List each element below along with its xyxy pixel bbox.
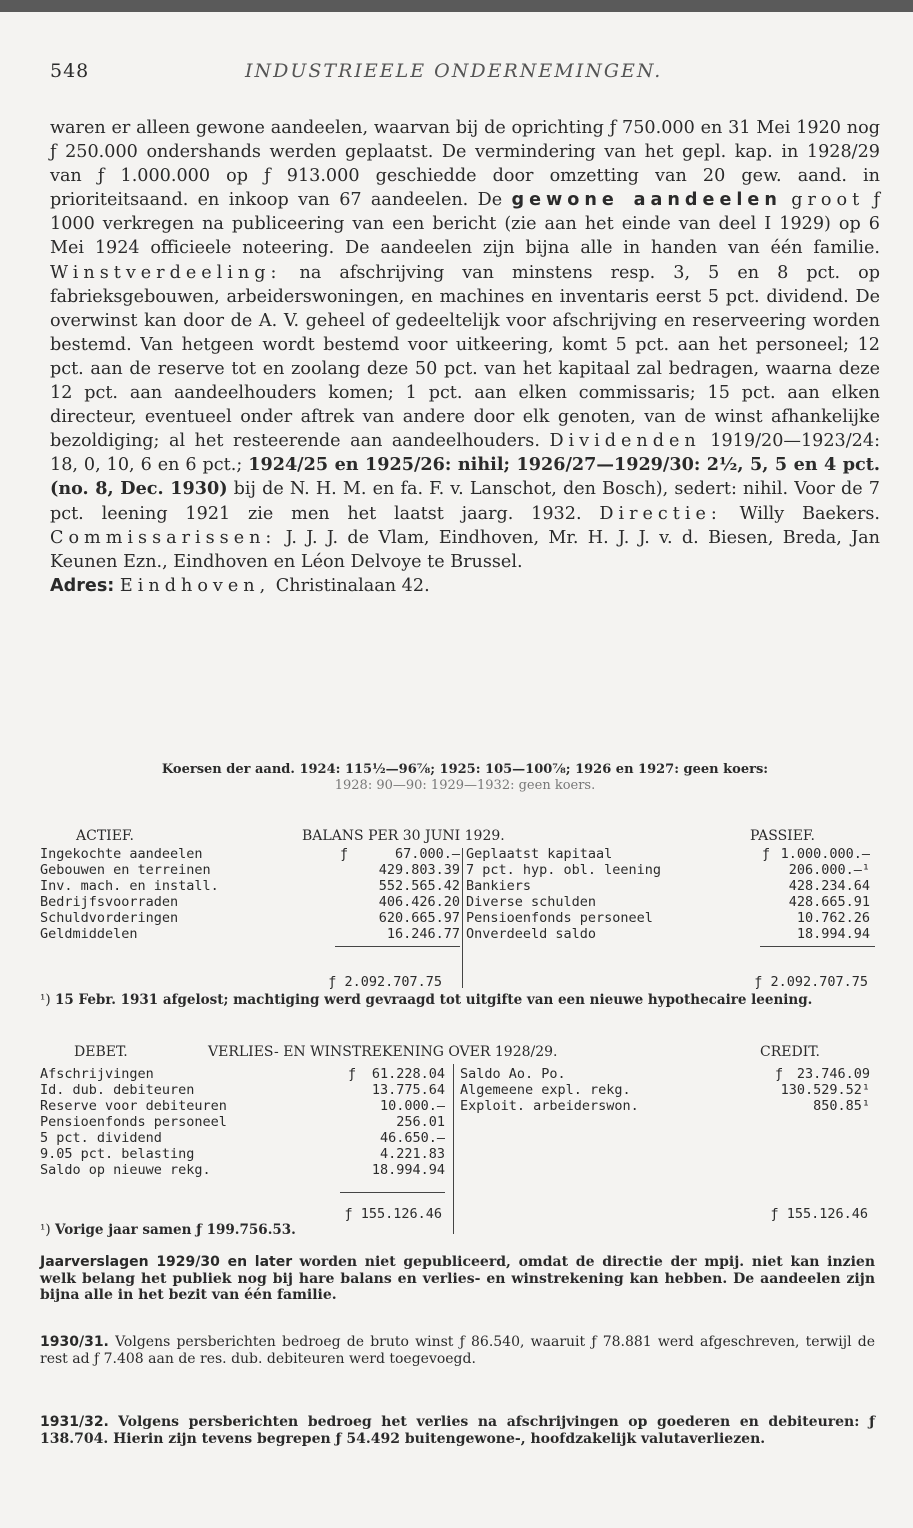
footnote-mark: ¹) <box>40 1222 51 1238</box>
debet-label: Saldo op nieuwe rekg. <box>40 1162 211 1178</box>
passief-value: 206.000.—¹ <box>788 862 870 878</box>
debet-value: 10.000.— <box>379 1098 445 1114</box>
table-row <box>40 846 880 862</box>
label-commissarissen: Commissarissen: <box>50 527 277 548</box>
actief-value: 406.426.20 <box>378 894 460 910</box>
vw-credit-heading: CREDIT. <box>760 1044 820 1060</box>
debet-value: 61.228.04 <box>371 1066 445 1082</box>
koersen-line-1: Koersen der aand. 1924: 115½—96⅞; 1925: 105—100⅞; 1926 en 1927: geen koers: <box>161 762 769 777</box>
debet-label: 9.05 pct. belasting <box>40 1146 195 1162</box>
label-1930-31: 1930/31. <box>40 1334 109 1350</box>
balans-total-left: ƒ 2.092.707.75 <box>328 974 442 990</box>
jaarverslagen-paragraph <box>40 1254 875 1304</box>
text-directie: Willy Baekers. <box>739 503 881 524</box>
passief-value: 18.994.94 <box>796 926 870 942</box>
actief-label: Bedrijfsvoorraden <box>40 894 179 910</box>
vw-debet-heading: DEBET. <box>74 1044 128 1060</box>
balans-rows <box>40 846 880 942</box>
debet-label: Afschrijvingen <box>40 1066 154 1082</box>
balans-total-rule-right <box>760 946 875 947</box>
debet-value: 18.994.94 <box>371 1162 445 1178</box>
passief-currency: ƒ <box>762 846 771 862</box>
text-leening: bij de N. H. M. en fa. F. v. Lanschot, den Bosch), sedert: nihil. Voor de 7 pct. leening 1921 zie men het laatst jaarg. 1932. <box>50 479 880 524</box>
table-row <box>40 1114 460 1130</box>
table-row <box>40 1098 880 1114</box>
table-row <box>40 1066 880 1082</box>
passief-label: Geplaatst kapitaal <box>466 846 613 862</box>
passief-label: 7 pct. hyp. obl. leening <box>466 862 662 878</box>
credit-label: Algemeene expl. rekg. <box>460 1082 631 1098</box>
vw-total-left: ƒ 155.126.46 <box>344 1206 442 1222</box>
label-dividenden: Dividenden <box>549 431 701 452</box>
actief-value: 16.246.77 <box>386 926 460 942</box>
label-groot: groot <box>791 190 865 211</box>
label-adres: Adres: <box>50 575 115 596</box>
label-gewone-aandeelen: gewone aandeelen <box>511 190 782 211</box>
vw-credit-rows <box>40 1066 880 1114</box>
vw-total-row <box>40 1206 880 1222</box>
table-row <box>40 1082 880 1098</box>
text-commissarissen: J. J. J. de Vlam, Eindhoven, Mr. H. J. J. v. d. Biesen, Breda, Jan Keunen Ezn., Eindhoven en Léon Delvoye te Brussel. <box>50 527 880 572</box>
debet-label: Reserve voor debiteuren <box>40 1098 227 1114</box>
vw-total-rule-left <box>340 1192 445 1193</box>
balans-footnote-text: 15 Febr. 1931 afgelost; machtiging werd gevraagd tot uitgifte van een nieuwe hypothecaire leening. <box>54 992 813 1008</box>
passief-label: Diverse schulden <box>466 894 597 910</box>
text-1931-32: Volgens persberichten bedroeg het verlies na afschrijvingen op goederen en debiteuren: ƒ 138.704. Hierin zijn tevens begrepen ƒ 54.492 buitengewone-, hoofdzakelijk valutaverliezen. <box>40 1414 876 1447</box>
actief-currency: ƒ <box>340 846 349 862</box>
balans-title: BALANS PER 30 JUNI 1929. <box>302 828 505 844</box>
balans-table <box>40 828 880 990</box>
debet-value: 4.221.83 <box>379 1146 445 1162</box>
actief-label: Geldmiddelen <box>40 926 138 942</box>
balans-footnote <box>40 992 880 1008</box>
running-title: INDUSTRIEELE ONDERNEMINGEN. <box>245 60 663 82</box>
actief-value: 620.665.97 <box>378 910 460 926</box>
passief-value: 428.665.91 <box>788 894 870 910</box>
debet-label: 5 pct. dividend <box>40 1130 162 1146</box>
vw-total-right: ƒ 155.126.46 <box>770 1206 868 1222</box>
balans-total-row <box>40 974 880 990</box>
description-paragraph <box>50 116 880 574</box>
debet-currency: ƒ <box>348 1066 357 1082</box>
balans-total-right: ƒ 2.092.707.75 <box>754 974 868 990</box>
company-description <box>50 116 880 598</box>
actief-value: 67.000.— <box>394 846 460 862</box>
actief-label: Ingekochte aandeelen <box>40 846 203 862</box>
table-row <box>40 910 880 926</box>
credit-value: 850.85¹ <box>813 1098 870 1114</box>
address-city: Eindhoven, <box>119 575 271 596</box>
text-noteering: ƒ 1000 verkregen na publiceering van een bericht (zie aan het einde van deel I 1929) op 6 Mei 1924 officieele noteering. De aandeelen zijn bijna alle in handen van één familie. <box>50 190 881 259</box>
text-1930-31: Volgens persberichten bedroeg de bruto winst ƒ 86.540, waaruit ƒ 78.881 werd afgeschreven, terwijl de rest ad ƒ 7.408 aan de res. dub. debiteuren werd toegevoegd. <box>40 1334 875 1367</box>
koersen-line-2: 1928: 90—90: 1929—1932: geen koers. <box>334 778 596 793</box>
debet-label: Id. dub. debiteuren <box>40 1082 195 1098</box>
label-jaarverslagen: Jaarverslagen 1929/30 en later <box>40 1254 293 1270</box>
passief-value: 10.762.26 <box>796 910 870 926</box>
actief-label: Inv. mach. en install. <box>40 878 219 894</box>
actief-value: 552.565.42 <box>378 878 460 894</box>
debet-label: Pensioenfonds personeel <box>40 1114 227 1130</box>
vw-title: VERLIES- EN WINSTREKENING OVER 1928/29. <box>208 1044 558 1060</box>
text-ownership: waren er alleen gewone aandeelen, waarvan bij de oprichting ƒ 750.000 en 31 Mei 1920 nog ƒ 250.000 ondershands werden geplaatst. De vermindering van het gepl. kap. in 1928/29 van ƒ 1.000.000 op ƒ 913.000 geschiedde door omzetting van 20 gew. aand. in prioriteitsaand. en inkoop van 67 aandeelen. De <box>50 118 880 211</box>
text-dividenden-1: 1919/20—1923/24: 18, 0, 10, 6 en 6 pct.; <box>50 431 880 476</box>
table-row <box>40 862 880 878</box>
credit-label: Exploit. arbeiderswon. <box>460 1098 639 1114</box>
passief-value: 1.000.000.— <box>780 846 870 862</box>
year-1931-paragraph <box>40 1414 875 1447</box>
table-row <box>40 926 880 942</box>
debet-value: 13.775.64 <box>371 1082 445 1098</box>
debet-value: 46.650.— <box>379 1130 445 1146</box>
passief-label: Onverdeeld saldo <box>466 926 597 942</box>
credit-value: 23.746.09 <box>796 1066 870 1082</box>
balans-total-rule-left <box>335 946 460 947</box>
label-directie: Directie: <box>599 503 722 524</box>
vw-header-row <box>40 1044 880 1062</box>
footnote-mark: ¹) <box>40 992 51 1008</box>
table-row <box>40 1162 460 1178</box>
label-winstverdeeling: Winstverdeeling: <box>50 262 282 283</box>
vw-footnote <box>40 1222 880 1238</box>
vw-footnote-text: Vorige jaar samen ƒ 199.756.53. <box>54 1222 296 1238</box>
balans-divider <box>462 848 463 988</box>
actief-label: Schuldvorderingen <box>40 910 179 926</box>
text-winstverdeeling: na afschrijving van minstens resp. 3, 5 en 8 pct. op fabrieksgebouwen, arbeiderswoningen, en machines en inventaris eerst 5 pct. dividend. De overwinst kan door de A. V. geheel of gedeeltelijk voor afschrijving en reserveering worden bestemd. Van hetgeen wordt bestemd voor uitkeering, komt 5 pct. aan het personeel; 12 pct. aan de reserve tot en zoolang deze 50 pct. van het kapitaal zal bedragen, waarna deze 12 pct. aan aandeelhouders komen; 1 pct. aan elken commissaris; 15 pct. aan elken directeur, eventueel onder aftrek van andere door elk genoten, van de winst afhankelijke bezoldiging; al het resteerende aan aandeelhouders. <box>50 262 881 452</box>
credit-currency: ƒ <box>775 1066 784 1082</box>
table-row <box>40 1146 460 1162</box>
address-line <box>50 574 880 598</box>
balans-actief-heading: ACTIEF. <box>76 828 134 844</box>
label-1931-32: 1931/32. <box>40 1414 109 1430</box>
scan-top-border <box>0 0 913 12</box>
debet-value: 256.01 <box>396 1114 445 1130</box>
credit-label: Saldo Ao. Po. <box>460 1066 566 1082</box>
text-jaarverslagen: worden niet gepubliceerd, omdat de directie der mpij. niet kan inzien welk belang het publiek nog bij hare balans en verlies- en winstrekening kan hebben. De aandeelen zijn bijna alle in het bezit van één familie. <box>40 1254 876 1303</box>
table-row <box>40 894 880 910</box>
text-dividenden-2: 1924/25 en 1925/26: nihil; 1926/27—1929/30: 2½, 5, 5 en 4 pct. (no. 8, Dec. 1930) <box>50 454 881 500</box>
passief-label: Pensioenfonds personeel <box>466 910 653 926</box>
passief-label: Bankiers <box>466 878 532 894</box>
table-row <box>40 878 880 894</box>
verlies-winst-table <box>40 1044 880 1222</box>
koersen-block <box>50 762 880 794</box>
credit-value: 130.529.52¹ <box>780 1082 870 1098</box>
passief-value: 428.234.64 <box>788 878 870 894</box>
balans-passief-heading: PASSIEF. <box>750 828 815 844</box>
year-1930-paragraph <box>40 1334 875 1367</box>
address-street: Christinalaan 42. <box>275 575 430 596</box>
balans-header-row <box>40 828 880 846</box>
table-row <box>40 1130 460 1146</box>
page-number: 548 <box>50 60 90 82</box>
actief-label: Gebouwen en terreinen <box>40 862 211 878</box>
actief-value: 429.803.39 <box>378 862 460 878</box>
